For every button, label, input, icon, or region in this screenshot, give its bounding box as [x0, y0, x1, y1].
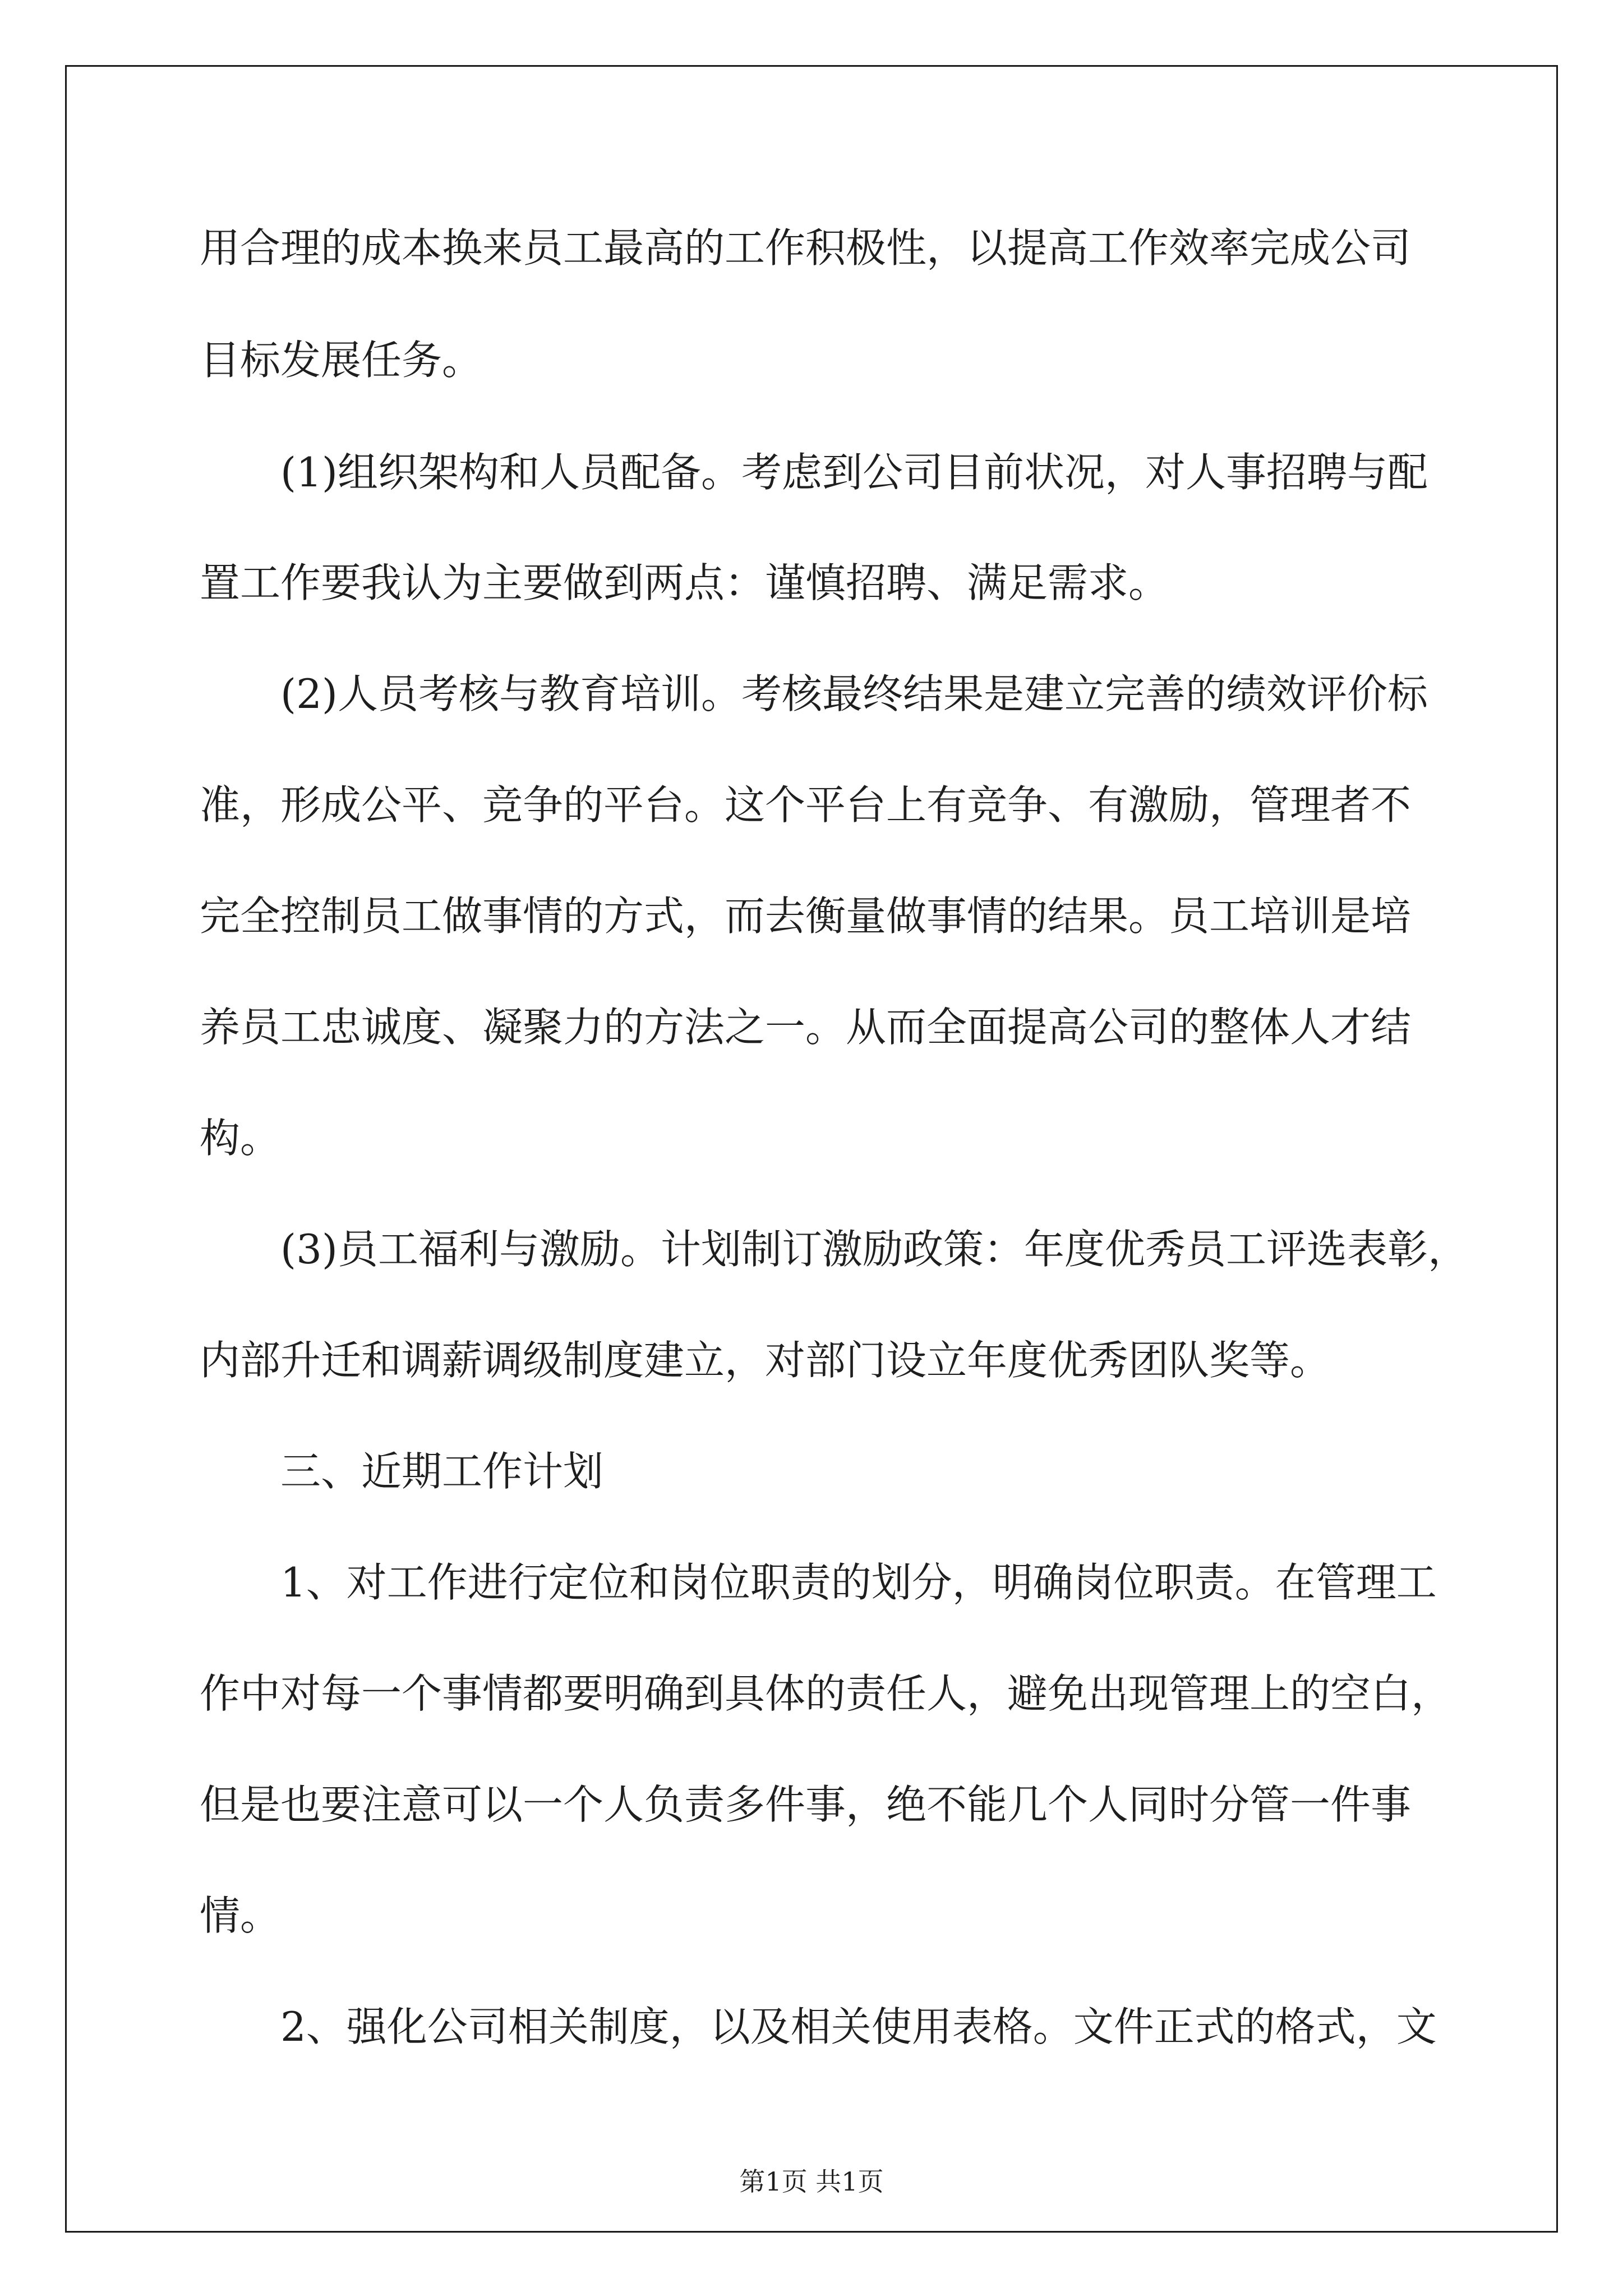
plan-item-2-start: 2、强化公司相关制度，以及相关使用表格。文件正式的格式，文 [280, 2003, 1437, 2050]
plan-item-1-start: 1、对工作进行定位和岗位职责的划分，明确岗位职责。在管理工 [280, 1559, 1437, 1606]
page-footer: 第1页 共1页 [739, 2166, 884, 2197]
text-line: 目标发展任务。 [200, 337, 483, 384]
paragraph-1-start: (1)组织架构和人员配备。考虑到公司目前状况，对人事招聘与配 [280, 449, 1428, 496]
text-line: 养员工忠诚度、凝聚力的方法之一。从而全面提高公司的整体人才结 [200, 1004, 1412, 1051]
text-line: 用合理的成本换来员工最高的工作积极性，以提高工作效率完成公司 [200, 224, 1412, 272]
text-line: 作中对每一个事情都要明确到具体的责任人，避免出现管理上的空白， [200, 1670, 1452, 1717]
text-line: 准，形成公平、竞争的平台。这个平台上有竞争、有激励，管理者不 [200, 781, 1412, 829]
text-line: 构。 [200, 1115, 281, 1162]
paragraph-3-start: (3)员工福利与激励。计划制订激励政策：年度优秀员工评选表彰， [280, 1226, 1468, 1273]
section-heading: 三、近期工作计划 [280, 1448, 604, 1495]
text-line: 但是也要注意可以一个人负责多件事，绝不能几个人同时分管一件事 [200, 1781, 1412, 1828]
paragraph-2-start: (2)人员考核与教育培训。考核最终结果是建立完善的绩效评价标 [280, 670, 1428, 717]
text-line: 内部升迁和调薪调级制度建立，对部门设立年度优秀团队奖等。 [200, 1337, 1331, 1384]
text-line: 情。 [200, 1892, 281, 1939]
text-line: 完全控制员工做事情的方式，而去衡量做事情的结果。员工培训是培 [200, 892, 1412, 940]
page-border [65, 65, 1558, 2233]
text-line: 置工作要我认为主要做到两点：谨慎招聘、满足需求。 [200, 559, 1169, 606]
